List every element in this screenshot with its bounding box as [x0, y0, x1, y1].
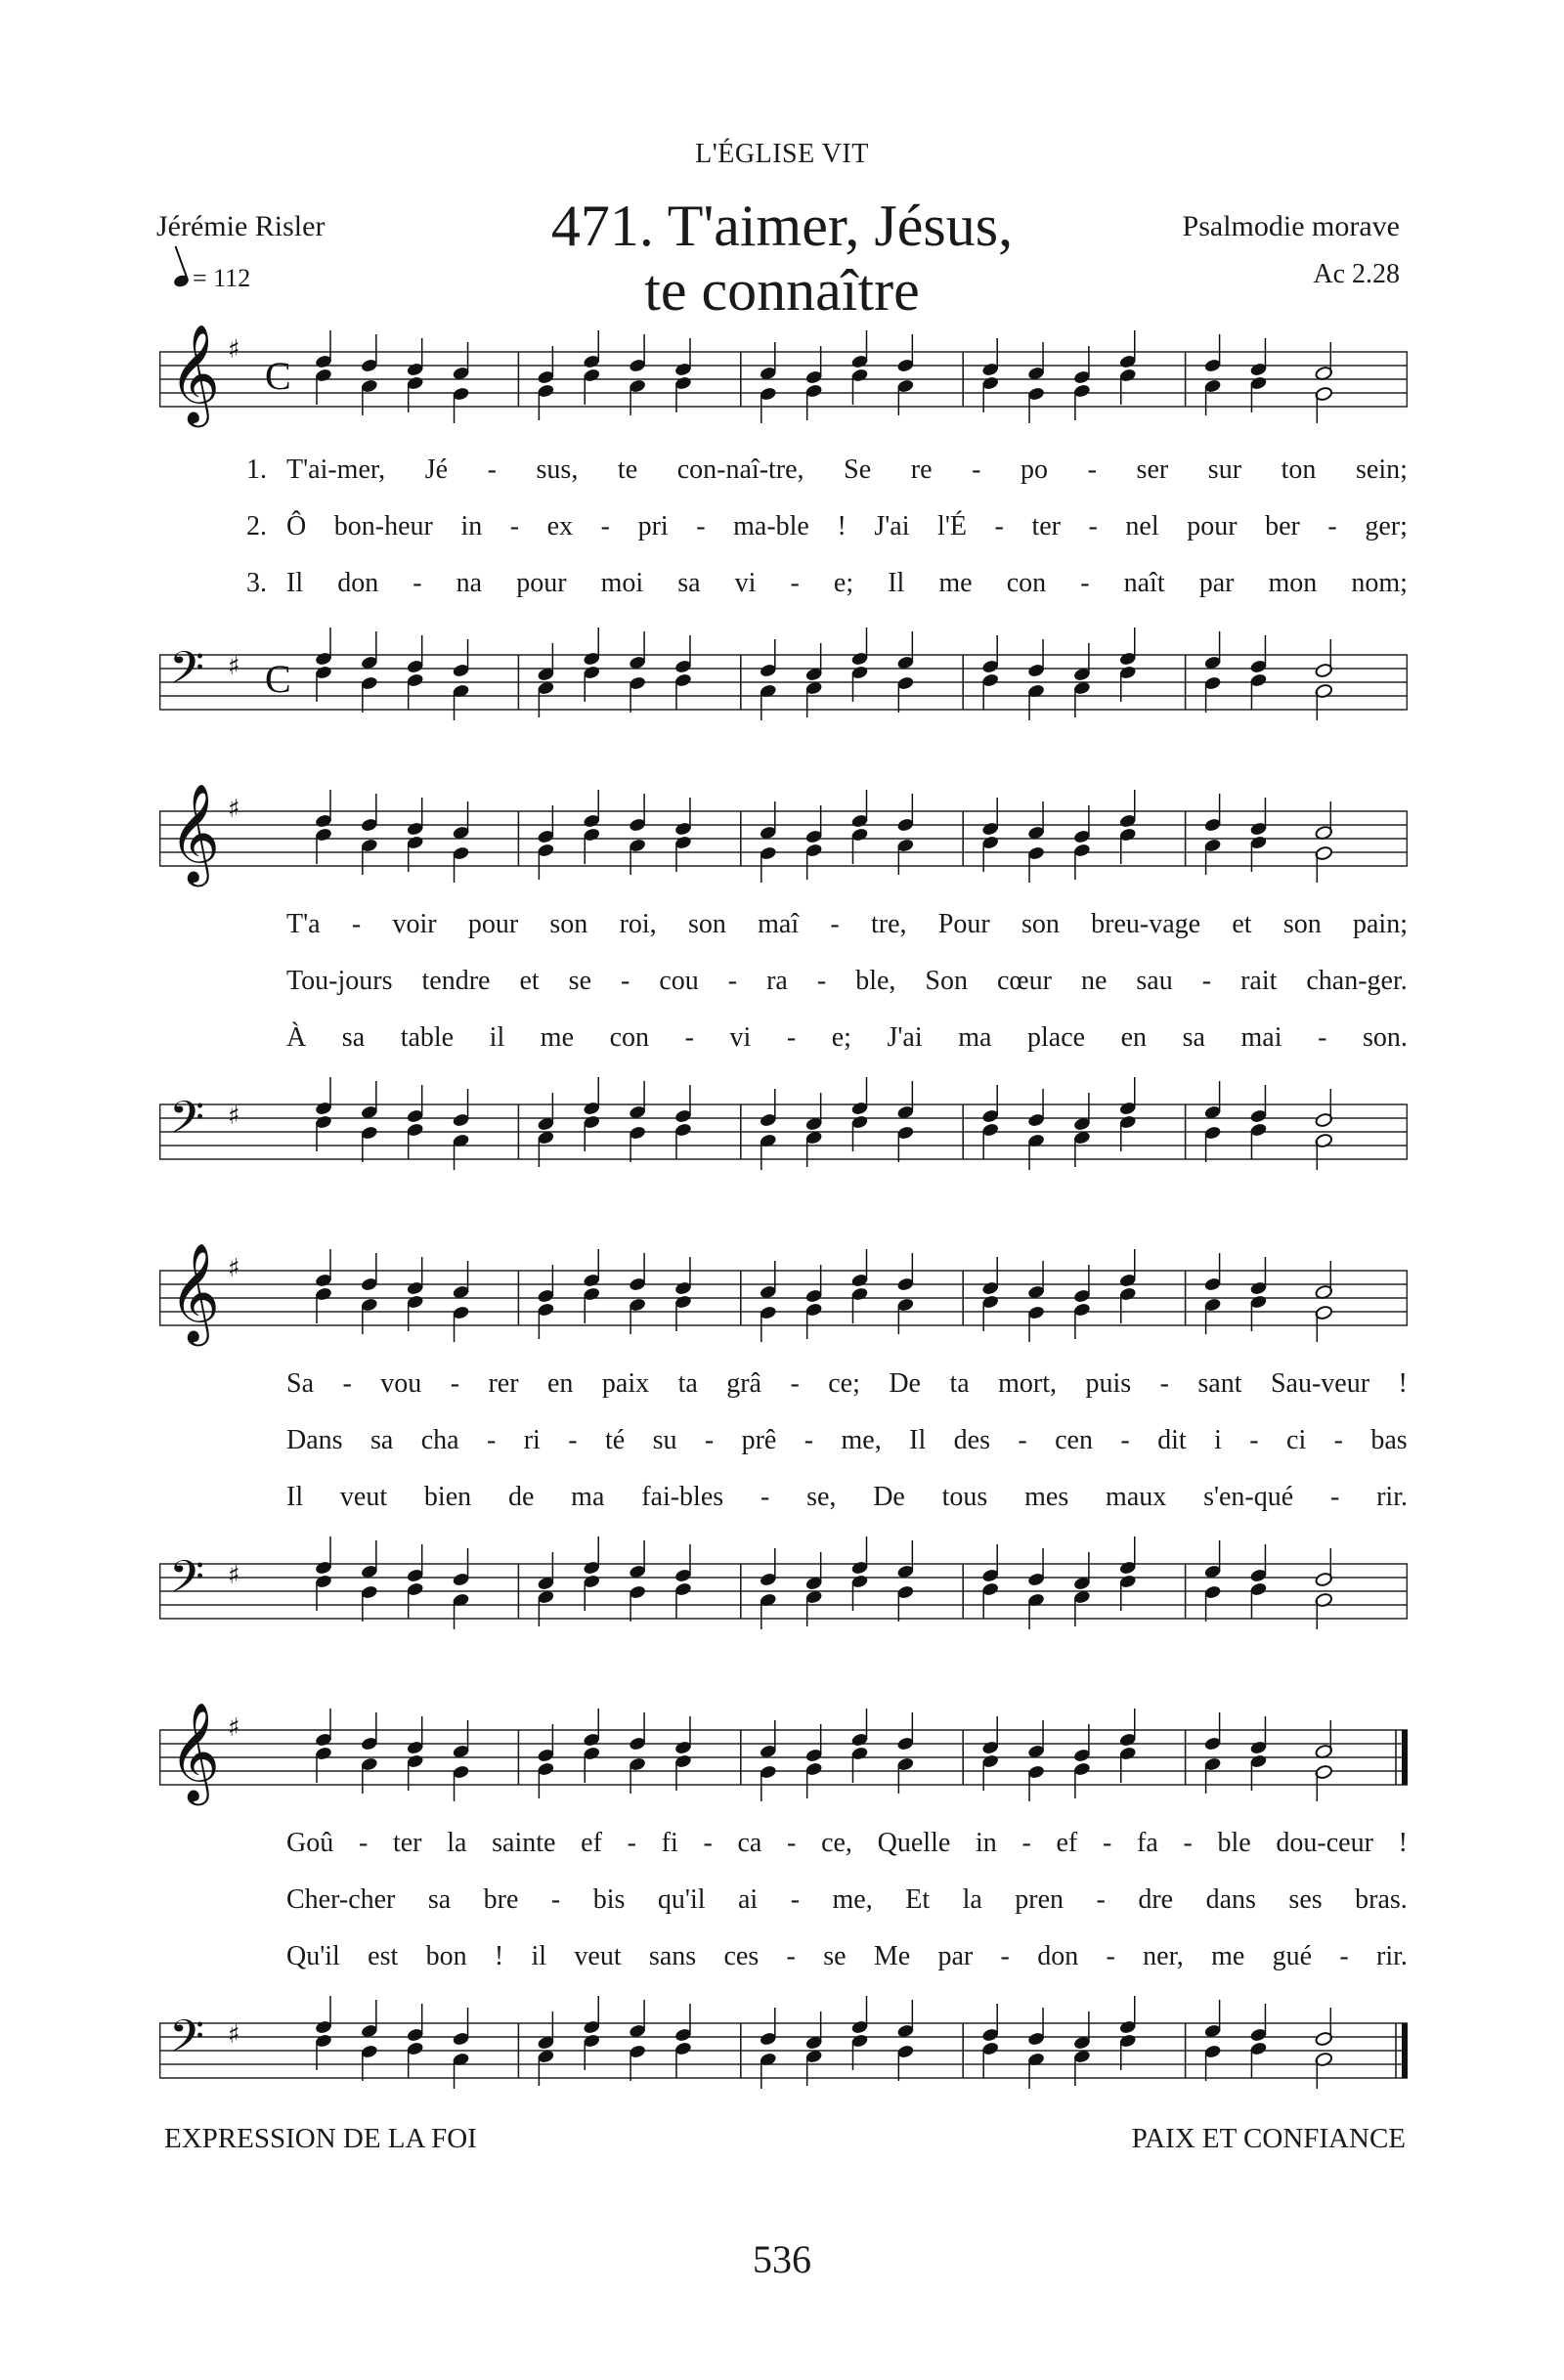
lyric-syllable: ter — [392, 1828, 422, 1858]
lyric-syllable: ex — [546, 511, 574, 541]
lyric-syllable: ri — [523, 1425, 541, 1455]
treble-clef-icon: 𝄞 — [169, 1701, 221, 1801]
lyric-syllable: l'É — [937, 511, 967, 541]
lyric-syllable: - — [727, 966, 738, 996]
lyric-syllable: su — [652, 1425, 677, 1455]
lyric-syllable: con — [609, 1022, 650, 1053]
bass-clef-icon: 𝄢 — [169, 642, 205, 706]
lyric-syllable: - — [342, 1368, 352, 1399]
lyric-syllable: rait — [1240, 966, 1278, 996]
lyric-syllable: vi — [734, 568, 757, 598]
lyric-syllable: grâ — [726, 1368, 761, 1399]
lyric-syllable: tous — [941, 1482, 988, 1512]
lyric-syllable: ! — [494, 1941, 504, 1971]
lyric-syllable: De — [889, 1368, 921, 1399]
lyric-row-verse-3 — [159, 1482, 1408, 1525]
lyric-syllable: son — [549, 909, 588, 939]
lyric-syllable: tre, — [870, 909, 907, 939]
verse-number: 3. — [246, 568, 267, 598]
lyric-syllable: naît — [1123, 568, 1165, 598]
lyric-syllable: voir — [392, 909, 437, 939]
treble-staff — [159, 1227, 1408, 1354]
lyric-syllable: me — [1211, 1941, 1245, 1971]
lyric-syllable: fa — [1137, 1828, 1158, 1858]
lyric-line — [286, 1884, 1408, 1916]
final-barline-thick — [1402, 1730, 1408, 1785]
lyric-syllable: cha — [420, 1425, 459, 1455]
lyric-syllable: Il — [286, 1482, 304, 1512]
lyric-syllable: re — [910, 454, 933, 485]
lyric-syllable: bien — [423, 1482, 472, 1512]
lyric-syllable: sa — [369, 1425, 394, 1455]
lyric-syllable: mai — [1240, 1022, 1282, 1053]
lyric-line — [286, 511, 1408, 542]
hymn-title-line-2: te connaître — [644, 258, 920, 323]
lyric-syllable: - — [1021, 1828, 1031, 1858]
lyric-line — [286, 1425, 1408, 1456]
lyric-syllable: par — [937, 1941, 974, 1971]
lyric-syllable: sa — [341, 1022, 366, 1053]
lyric-syllable: Ô — [286, 511, 307, 541]
lyric-syllable: - — [1018, 1425, 1027, 1455]
lyric-syllable: la — [962, 1884, 982, 1915]
lyric-syllable: bon-heur — [333, 511, 433, 541]
music-system-4 — [159, 1686, 1408, 2106]
lyric-syllable: - — [684, 1022, 694, 1053]
lyric-syllable: ai — [738, 1884, 759, 1915]
lyric-syllable: fai-bles — [641, 1482, 724, 1512]
lyric-syllable: - — [550, 1884, 561, 1915]
lyric-syllable: ! — [837, 511, 847, 541]
lyric-syllable: - — [1329, 1482, 1340, 1512]
lyric-syllable: ser — [1136, 454, 1169, 485]
lyric-syllable: par — [1198, 568, 1235, 598]
lyric-syllable: in — [975, 1828, 997, 1858]
bass-staff — [159, 611, 1408, 738]
lyric-syllable: moi — [600, 568, 644, 598]
lyric-syllable: - — [627, 1828, 636, 1858]
footer-category-left: EXPRESSION DE LA FOI — [164, 2123, 477, 2154]
lyric-syllable: Me — [873, 1941, 911, 1971]
lyric-syllable: mes — [1024, 1482, 1069, 1512]
lyric-syllable: - — [816, 966, 827, 996]
lyric-syllable: cen — [1055, 1425, 1093, 1455]
lyric-syllable: de — [507, 1482, 535, 1512]
lyric-syllable: i — [1214, 1425, 1222, 1455]
lyric-syllable: ! — [1398, 1368, 1408, 1399]
lyric-line — [286, 454, 1408, 486]
lyric-syllable: ses — [1288, 1884, 1323, 1915]
treble-clef-icon: 𝄞 — [169, 323, 221, 423]
key-signature-sharp-icon: ♯ — [228, 335, 240, 365]
lyric-syllable: se — [568, 966, 591, 996]
lyric-syllable: cou — [659, 966, 699, 996]
lyric-syllable: fi — [661, 1828, 678, 1858]
lyric-syllable: - — [1080, 568, 1090, 598]
lyric-syllable: Qu'il — [286, 1941, 340, 1971]
lyric-syllable: ma-ble — [733, 511, 809, 541]
lyric-syllable: - — [830, 909, 840, 939]
lyric-syllable: nom; — [1351, 568, 1408, 598]
treble-clef-icon: 𝄞 — [169, 782, 221, 883]
lyric-syllable: - — [486, 1425, 497, 1455]
lyric-syllable: - — [994, 511, 1004, 541]
page-number: 536 — [753, 2237, 811, 2281]
lyric-row-verse-3 — [159, 1941, 1408, 1984]
lyric-syllable: me, — [832, 1884, 873, 1915]
tempo-value: = 112 — [193, 264, 251, 292]
section-title: L'ÉGLISE VIT — [695, 139, 869, 169]
lyric-syllable: gué — [1272, 1941, 1313, 1971]
lyric-syllable: don — [337, 568, 379, 598]
lyric-syllable: nel — [1125, 511, 1159, 541]
lyric-syllable: sa — [1182, 1022, 1205, 1053]
key-signature-sharp-icon: ♯ — [228, 1561, 240, 1590]
lyric-syllable: pour — [467, 909, 519, 939]
lyric-syllable: sainte — [492, 1828, 556, 1858]
lyric-syllable: sus, — [536, 454, 579, 485]
lyric-syllable: se, — [806, 1482, 837, 1512]
lyric-row-verse-2 — [159, 1884, 1408, 1927]
lyric-syllable: e; — [833, 568, 854, 598]
lyric-syllable: roi, — [619, 909, 657, 939]
lyric-syllable: - — [568, 1425, 578, 1455]
treble-staff — [159, 1686, 1408, 1813]
lyric-syllable: me — [540, 1022, 575, 1053]
lyric-line — [286, 1482, 1408, 1513]
lyric-syllable: - — [487, 454, 497, 485]
common-time-icon: C — [265, 354, 291, 398]
lyric-syllable: paix — [601, 1368, 650, 1399]
lyric-syllable: ner, — [1143, 1941, 1184, 1971]
common-time-icon: C — [265, 657, 291, 701]
verse-number: 1. — [246, 454, 267, 485]
lyric-syllable: Tou-jours — [286, 966, 393, 996]
lyric-syllable: s'en-qué — [1203, 1482, 1294, 1512]
hymn-title-line-1: 471. T'aimer, Jésus, — [550, 194, 1014, 258]
footer-category-right: PAIX ET CONFIANCE — [1131, 2123, 1406, 2154]
lyric-syllable: - — [1183, 1828, 1193, 1858]
lyric-syllable: veut — [574, 1941, 622, 1971]
lyric-syllable: sant — [1197, 1368, 1242, 1399]
music-system-1 — [159, 308, 1408, 728]
lyric-syllable: Cher-cher — [286, 1884, 396, 1915]
lyric-syllable: À — [286, 1022, 307, 1053]
key-signature-sharp-icon: ♯ — [228, 1713, 240, 1743]
lyric-syllable: Sa — [286, 1368, 314, 1399]
lyric-syllable: - — [1249, 1425, 1259, 1455]
lyric-syllable: - — [1000, 1941, 1010, 1971]
lyric-syllable: - — [621, 966, 630, 996]
tune-source: Psalmodie morave — [1182, 210, 1400, 242]
lyric-syllable: J'ai — [874, 511, 910, 541]
lyric-syllable: Quelle — [877, 1828, 951, 1858]
lyric-row-verse-1 — [159, 1828, 1408, 1871]
lyric-syllable: T'a — [286, 909, 321, 939]
lyric-syllable: mon — [1268, 568, 1318, 598]
lyric-syllable: - — [1339, 1941, 1349, 1971]
lyric-syllable: ef — [1056, 1828, 1078, 1858]
lyric-syllable: Goû — [286, 1828, 334, 1858]
lyric-syllable: Pour — [937, 909, 990, 939]
lyric-syllable: con-naî-tre, — [676, 454, 804, 485]
lyric-syllable: la — [447, 1828, 467, 1858]
lyric-syllable: vou — [380, 1368, 422, 1399]
lyric-syllable: té — [604, 1425, 626, 1455]
lyric-syllable: place — [1026, 1022, 1086, 1053]
lyric-row-verse-1 — [159, 454, 1408, 498]
lyric-syllable: sur — [1207, 454, 1242, 485]
lyric-syllable: son — [1021, 909, 1060, 939]
lyric-syllable: in — [460, 511, 483, 541]
lyric-syllable: ter — [1031, 511, 1061, 541]
lyric-syllable: en — [547, 1368, 574, 1399]
lyric-syllable: pour — [516, 568, 567, 598]
lyric-syllable: bras. — [1355, 1884, 1408, 1915]
lyric-syllable: ci — [1286, 1425, 1307, 1455]
music-system-3 — [159, 1227, 1408, 1647]
lyric-syllable: sans — [648, 1941, 697, 1971]
lyric-syllable: rir. — [1376, 1482, 1408, 1512]
lyric-syllable: ta — [677, 1368, 698, 1399]
lyric-syllable: et — [1232, 909, 1252, 939]
lyric-syllable: ton — [1281, 454, 1317, 485]
lyric-syllable: sa — [677, 568, 701, 598]
lyric-syllable: - — [790, 568, 800, 598]
lyric-syllable: - — [1087, 454, 1097, 485]
lyric-syllable: ma — [958, 1022, 992, 1053]
music-system-2 — [159, 767, 1408, 1188]
lyric-syllable: - — [1120, 1425, 1130, 1455]
key-signature-sharp-icon: ♯ — [228, 1102, 240, 1131]
lyric-syllable: - — [600, 511, 610, 541]
lyric-syllable: son — [687, 909, 726, 939]
lyric-syllable: ma — [571, 1482, 605, 1512]
lyric-row-verse-2 — [159, 966, 1408, 1009]
lyric-line — [286, 1941, 1408, 1972]
treble-staff — [159, 767, 1408, 894]
lyric-line — [286, 966, 1408, 997]
lyric-syllable: - — [1201, 966, 1212, 996]
lyric-syllable: - — [704, 1425, 715, 1455]
lyric-syllable: maux — [1106, 1482, 1167, 1512]
lyric-syllable: na — [456, 568, 483, 598]
lyric-syllable: il — [489, 1022, 505, 1053]
lyric-syllable: breu-vage — [1091, 909, 1201, 939]
lyric-syllable: - — [696, 511, 706, 541]
lyric-syllable: cœur — [996, 966, 1052, 996]
lyric-syllable: me, — [841, 1425, 882, 1455]
lyric-syllable: des — [953, 1425, 990, 1455]
lyric-row-verse-3 — [159, 1022, 1408, 1065]
lyric-syllable: ! — [1398, 1828, 1408, 1858]
lyric-syllable: - — [1327, 511, 1337, 541]
lyric-syllable: dit — [1157, 1425, 1187, 1455]
lyric-syllable: maî — [758, 909, 800, 939]
bass-clef-icon: 𝄢 — [169, 1551, 205, 1615]
lyric-syllable: sau — [1136, 966, 1173, 996]
lyric-syllable: me — [938, 568, 973, 598]
lyric-syllable: - — [703, 1828, 713, 1858]
lyric-syllable: dou-ceur — [1276, 1828, 1373, 1858]
lyric-syllable: - — [790, 1884, 801, 1915]
lyric-syllable: ces — [723, 1941, 760, 1971]
lyric-syllable: en — [1120, 1022, 1148, 1053]
bass-staff — [159, 1979, 1408, 2106]
key-signature-sharp-icon: ♯ — [228, 652, 240, 681]
lyric-syllable: - — [787, 1828, 797, 1858]
lyric-row-verse-1 — [159, 1368, 1408, 1411]
lyric-syllable: e; — [831, 1022, 851, 1053]
key-signature-sharp-icon: ♯ — [228, 795, 240, 824]
lyric-syllable: vi — [729, 1022, 752, 1053]
lyric-row-verse-2 — [159, 1425, 1408, 1468]
lyric-syllable: qu'il — [657, 1884, 706, 1915]
lyric-syllable: table — [400, 1022, 455, 1053]
lyric-syllable: - — [450, 1368, 460, 1399]
bass-clef-icon: 𝄢 — [169, 1092, 205, 1155]
lyric-syllable: con — [1006, 568, 1047, 598]
lyric-syllable: Il — [286, 568, 304, 598]
lyric-syllable: - — [1106, 1941, 1115, 1971]
treble-clef-icon: 𝄞 — [169, 1241, 221, 1342]
lyric-syllable: - — [1102, 1828, 1112, 1858]
lyric-syllable: - — [786, 1022, 797, 1053]
lyric-syllable: ne — [1080, 966, 1108, 996]
lyric-line — [286, 1368, 1408, 1400]
lyric-line — [286, 568, 1408, 599]
treble-staff — [159, 308, 1408, 435]
lyric-syllable: pain; — [1352, 909, 1408, 939]
lyric-syllable: - — [509, 511, 520, 541]
lyric-syllable: - — [804, 1425, 814, 1455]
key-signature-sharp-icon: ♯ — [228, 1254, 240, 1283]
lyric-syllable: ef — [581, 1828, 602, 1858]
lyric-syllable: Et — [905, 1884, 931, 1915]
lyric-line — [286, 1828, 1408, 1859]
lyric-syllable: ger; — [1365, 511, 1408, 541]
lyric-syllable: prê — [741, 1425, 777, 1455]
bass-clef-icon: 𝄢 — [169, 2011, 205, 2074]
lyric-syllable: ca — [737, 1828, 762, 1858]
lyric-syllable: Son — [925, 966, 968, 996]
lyric-syllable: - — [358, 1828, 369, 1858]
lyric-syllable: - — [1096, 1884, 1106, 1915]
lyric-syllable: pour — [1187, 511, 1238, 541]
lyric-syllable: bis — [592, 1884, 626, 1915]
lyric-syllable: son. — [1362, 1022, 1408, 1053]
lyric-syllable: - — [786, 1941, 796, 1971]
lyric-syllable: Dans — [286, 1425, 343, 1455]
lyric-syllable: Jé — [424, 454, 449, 485]
lyric-syllable: - — [790, 1368, 800, 1399]
lyric-syllable: don — [1037, 1941, 1079, 1971]
lyric-syllable: rir. — [1376, 1941, 1408, 1971]
lyric-syllable: - — [351, 909, 362, 939]
lyric-syllable: est — [368, 1941, 399, 1971]
lyric-syllable: T'ai-mer, — [286, 454, 386, 485]
bass-staff — [159, 1060, 1408, 1188]
lyric-syllable: bas — [1370, 1425, 1408, 1455]
lyric-syllable: - — [1318, 1022, 1327, 1053]
lyric-syllable: Sau-veur — [1270, 1368, 1370, 1399]
lyric-syllable: ber — [1265, 511, 1300, 541]
lyric-syllable: ce; — [828, 1368, 860, 1399]
lyric-syllable: veut — [339, 1482, 388, 1512]
lyric-line — [286, 1022, 1408, 1054]
lyric-syllable: dans — [1205, 1884, 1256, 1915]
lyric-line — [286, 909, 1408, 940]
lyric-syllable: mort, — [998, 1368, 1057, 1399]
final-barline-thick — [1402, 2023, 1408, 2078]
lyric-syllable: ble, — [855, 966, 896, 996]
key-signature-sharp-icon: ♯ — [228, 2020, 240, 2050]
lyric-syllable: sa — [427, 1884, 452, 1915]
lyric-syllable: ra — [766, 966, 788, 996]
lyric-syllable: ta — [949, 1368, 970, 1399]
verse-number: 2. — [246, 511, 267, 541]
lyric-syllable: se — [823, 1941, 847, 1971]
lyric-syllable: dre — [1138, 1884, 1174, 1915]
lyric-syllable: pren — [1015, 1884, 1064, 1915]
scripture-reference: Ac 2.28 — [1313, 259, 1400, 289]
lyric-syllable: De — [873, 1482, 905, 1512]
lyric-syllable: tendre — [421, 966, 491, 996]
lyric-syllable: il — [531, 1941, 547, 1971]
lyric-syllable: son — [1282, 909, 1322, 939]
lyric-syllable: - — [413, 568, 422, 598]
lyric-syllable: - — [972, 454, 981, 485]
lyric-syllable: ble — [1217, 1828, 1251, 1858]
lyric-syllable: et — [519, 966, 540, 996]
lyric-syllable: chan-ger. — [1306, 966, 1408, 996]
lyric-syllable: po — [1021, 454, 1049, 485]
lyric-syllable: - — [760, 1482, 770, 1512]
lyric-syllable: bre — [483, 1884, 519, 1915]
lyric-row-verse-1 — [159, 909, 1408, 952]
lyric-syllable: - — [1159, 1368, 1169, 1399]
lyric-syllable: rer — [488, 1368, 519, 1399]
lyric-syllable: ce, — [821, 1828, 852, 1858]
lyric-syllable: sein; — [1356, 454, 1408, 485]
bass-staff — [159, 1520, 1408, 1647]
lyric-syllable: Se — [844, 454, 872, 485]
lyric-syllable: Il — [888, 568, 905, 598]
lyric-syllable: pri — [637, 511, 669, 541]
lyric-syllable: J'ai — [887, 1022, 923, 1053]
composer-name: Jérémie Risler — [156, 210, 326, 242]
lyric-syllable: - — [1088, 511, 1098, 541]
lyric-syllable: te — [617, 454, 638, 485]
lyric-row-verse-3 — [159, 568, 1408, 611]
lyric-syllable: - — [1333, 1425, 1343, 1455]
lyric-syllable: bon — [425, 1941, 467, 1971]
lyric-syllable: puis — [1085, 1368, 1132, 1399]
lyric-syllable: Il — [909, 1425, 927, 1455]
lyric-row-verse-2 — [159, 511, 1408, 554]
